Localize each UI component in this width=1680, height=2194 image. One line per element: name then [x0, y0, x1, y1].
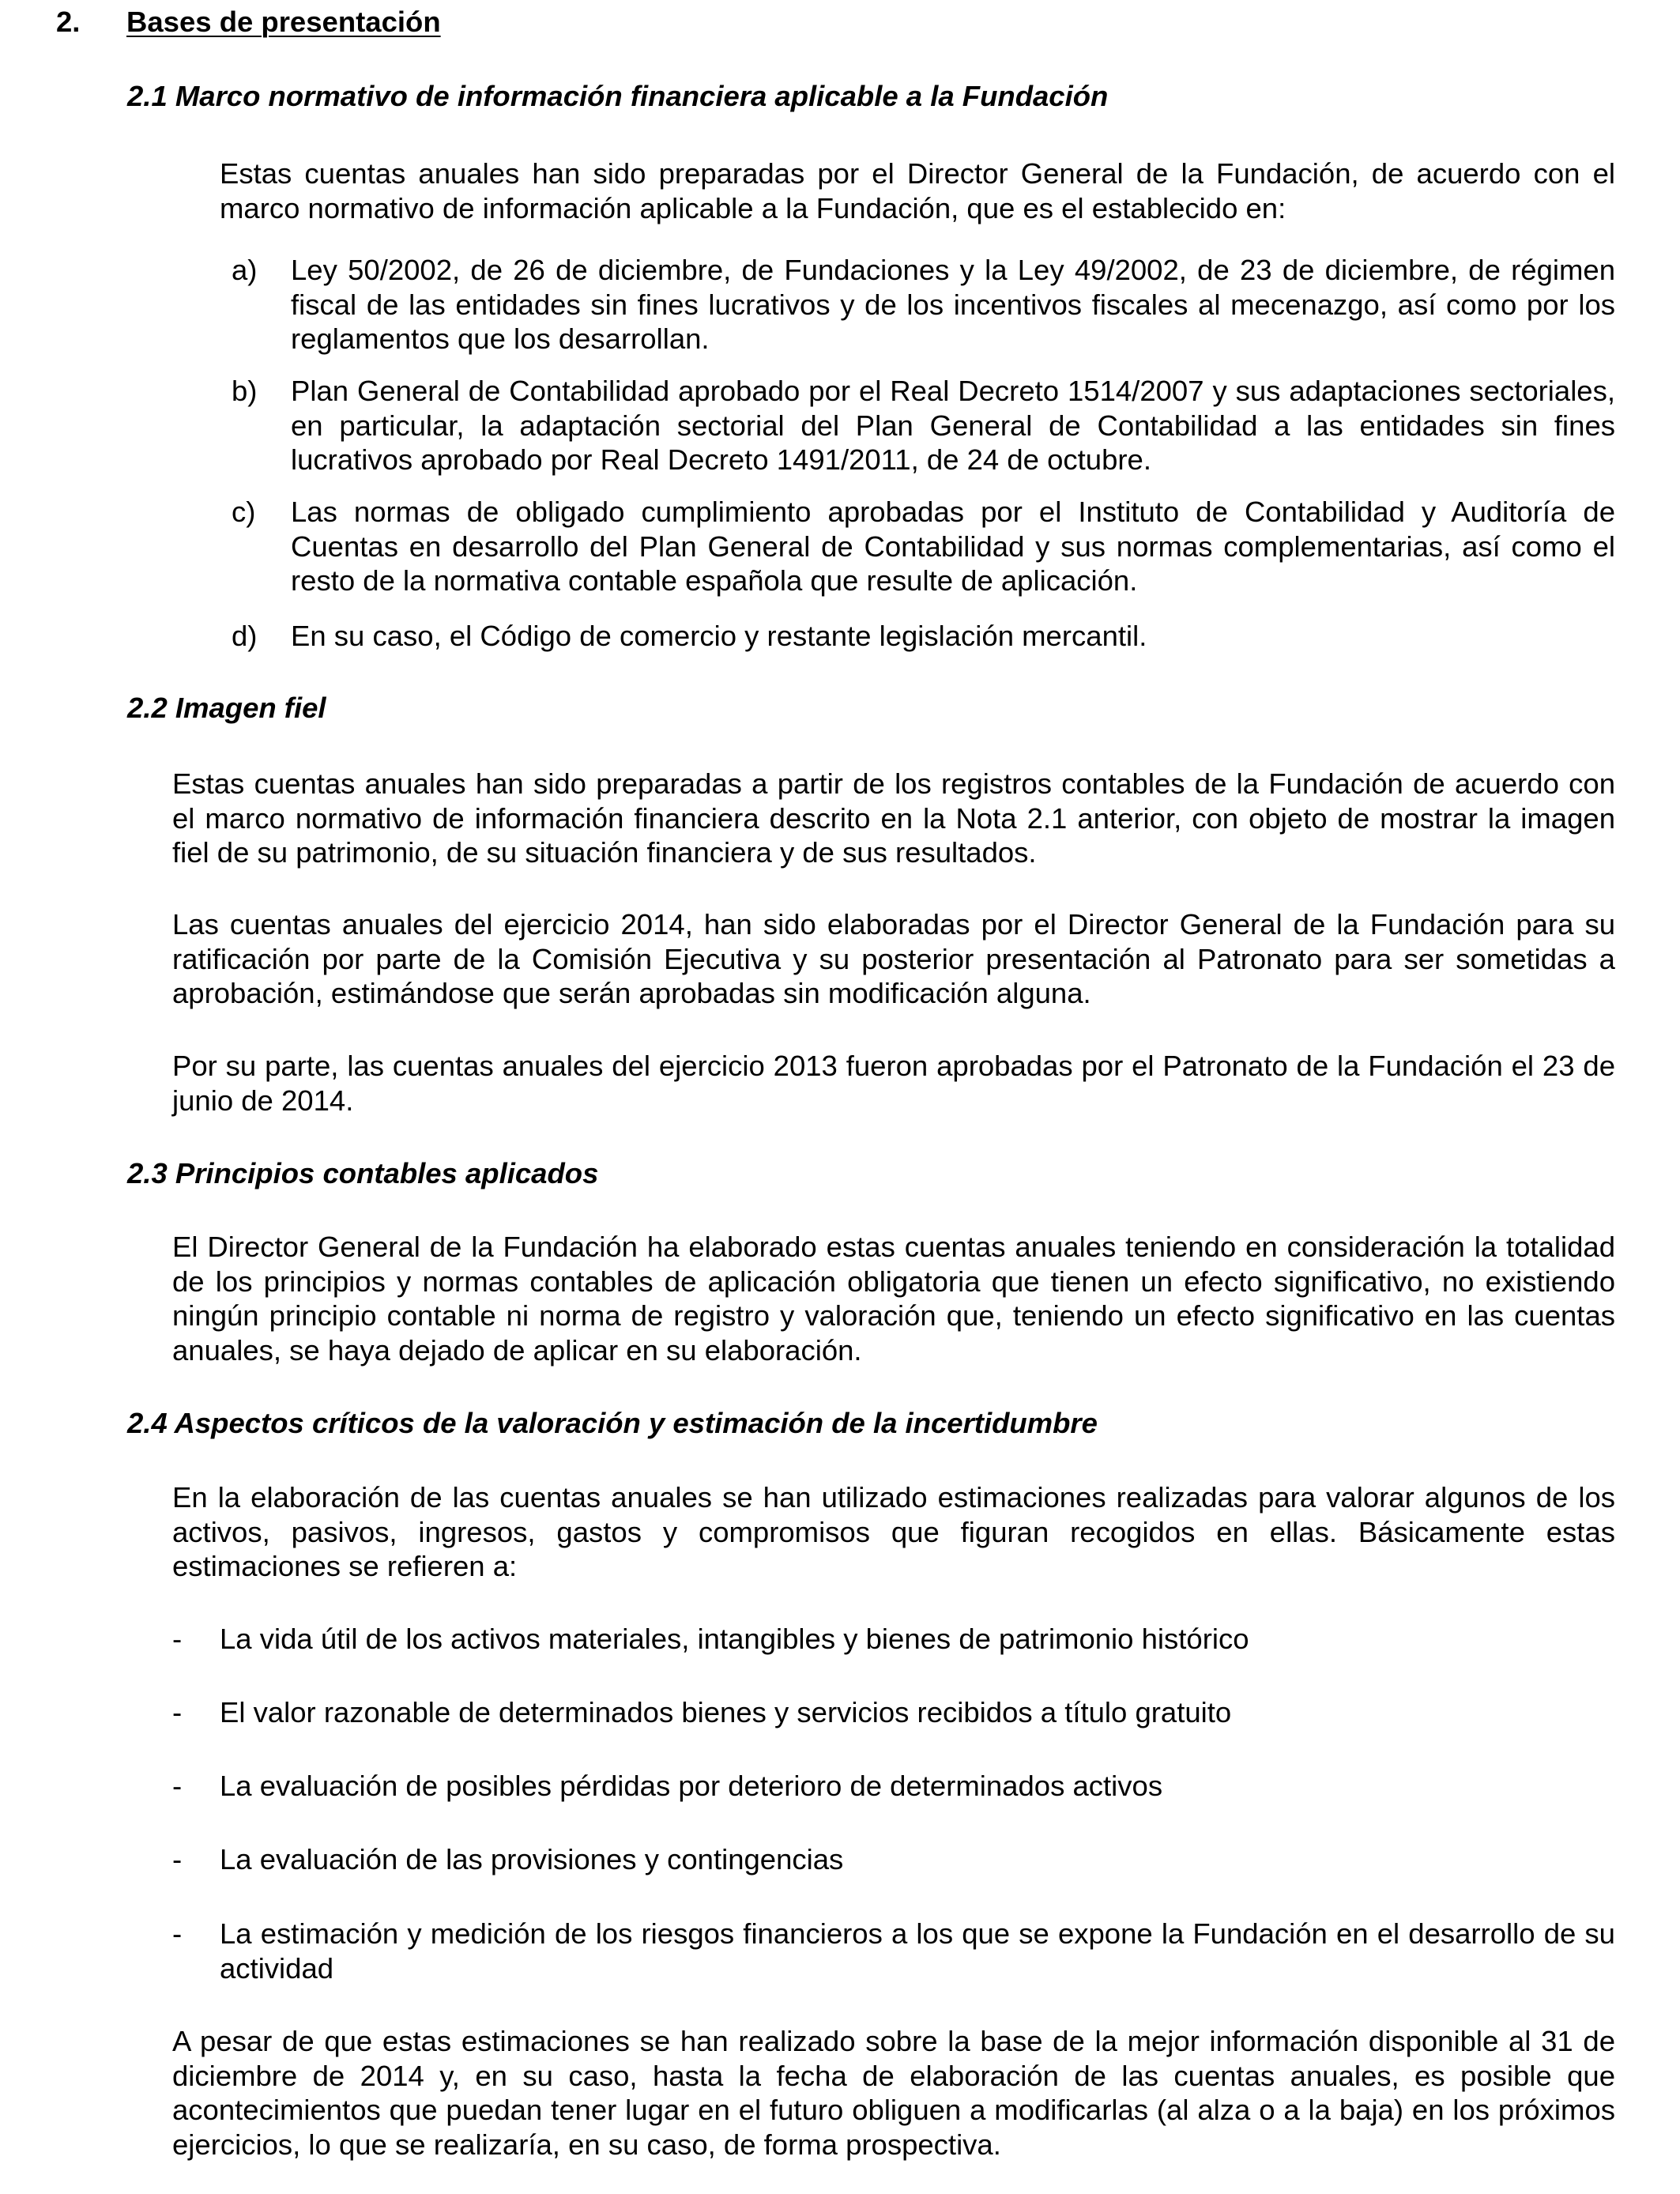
- bullet-text: La vida útil de los activos materiales, intangibles y bienes de patrimonio histórico: [220, 1623, 1249, 1655]
- bullet-text: La estimación y medición de los riesgos financieros a los que se expone la Fundación en el desarrollo de su actividad: [220, 1917, 1615, 1985]
- heading-2-2: 2.2 Imagen fiel: [127, 692, 326, 724]
- s24-intro-paragraph: En la elaboración de las cuentas anuales se han utilizado estimaciones realizadas para valorar algunos de los activos, pasivos, ingresos, gastos y compromisos que figuran recogidos en ellas. Básicamente estas estimaciones se refieren a:: [172, 1481, 1615, 1582]
- bullet-marker: -: [172, 1917, 183, 1950]
- section-title-text: Bases de presentación: [126, 6, 441, 38]
- section-title: [56, 5, 441, 40]
- list-marker: a): [232, 254, 258, 286]
- bullet-marker: -: [172, 1623, 183, 1655]
- list-marker: b): [232, 375, 258, 407]
- list-marker: d): [232, 620, 258, 652]
- section-number: 2.: [56, 6, 81, 38]
- list-item-text: Ley 50/2002, de 26 de diciembre, de Fundaciones y la Ley 49/2002, de 23 de diciembre, de régimen fiscal de las entidades sin fines lucrativos y de los incentivos fiscales al mecenazgo, así como por los reglamentos que los desarrollan.: [291, 254, 1615, 355]
- s22-paragraph-1: Estas cuentas anuales han sido preparadas a partir de los registros contables de la Fundación de acuerdo con el marco normativo de información financiera descrito en la Nota 2.1 anterior, con objeto de mostrar la imagen fiel de su patrimonio, de su situación financiera y de sus resultados.: [172, 767, 1615, 869]
- s21-intro-paragraph: Estas cuentas anuales han sido preparadas por el Director General de la Fundación, de acuerdo con el marco normativo de información aplicable a la Fundación, que es el establecido en:: [220, 157, 1615, 224]
- heading-2-3: 2.3 Principios contables aplicados: [127, 1157, 599, 1189]
- bullet-marker: -: [172, 1696, 183, 1728]
- list-item-text: Las normas de obligado cumplimiento aprobadas por el Instituto de Contabilidad y Auditoría de Cuentas en desarrollo del Plan General de Contabilidad y sus normas complementarias, así como el resto de la normativa contable española que resulte de aplicación.: [291, 496, 1615, 597]
- list-item-text: En su caso, el Código de comercio y restante legislación mercantil.: [291, 620, 1147, 652]
- s23-paragraph: El Director General de la Fundación ha elaborado estas cuentas anuales teniendo en consideración la totalidad de los principios y normas contables de aplicación obligatoria que tienen un efecto significativo, no existiendo ningún principio contable ni norma de registro y valoración que, teniendo un efecto significativo en las cuentas anuales, se haya dejado de aplicar en su elaboración.: [172, 1231, 1615, 1367]
- bullet-marker: -: [172, 1770, 183, 1802]
- bullet-marker: -: [172, 1843, 183, 1875]
- bullet-text: El valor razonable de determinados bienes y servicios recibidos a título gratuito: [220, 1696, 1232, 1728]
- list-marker: c): [232, 496, 256, 528]
- bullet-text: La evaluación de las provisiones y contingencias: [220, 1843, 844, 1875]
- heading-2-1: 2.1 Marco normativo de información financiera aplicable a la Fundación: [127, 80, 1109, 112]
- heading-2-4: 2.4 Aspectos críticos de la valoración y estimación de la incertidumbre: [127, 1407, 1098, 1439]
- bullet-text: La evaluación de posibles pérdidas por deterioro de determinados activos: [220, 1770, 1163, 1802]
- s22-paragraph-2: Las cuentas anuales del ejercicio 2014, han sido elaboradas por el Director General de la Fundación para su ratificación por parte de la Comisión Ejecutiva y su posterior presentación al Patronato para ser sometidas a aprobación, estimándose que serán aprobadas sin modificación alguna.: [172, 908, 1615, 1009]
- s24-closing-paragraph: A pesar de que estas estimaciones se han realizado sobre la base de la mejor información disponible al 31 de diciembre de 2014 y, en su caso, hasta la fecha de elaboración de las cuentas anuales, es posible que acontecimientos que puedan tener lugar en el futuro obliguen a modificarlas (al alza o a la baja) en los próximos ejercicios, lo que se realizaría, en su caso, de forma prospectiva.: [172, 2025, 1615, 2161]
- list-item-text: Plan General de Contabilidad aprobado por el Real Decreto 1514/2007 y sus adaptaciones sectoriales, en particular, la adaptación sectorial del Plan General de Contabilidad a las entidades sin fines lucrativos aprobado por Real Decreto 1491/2011, de 24 de octubre.: [291, 375, 1615, 476]
- s22-paragraph-3: Por su parte, las cuentas anuales del ejercicio 2013 fueron aprobadas por el Patronato de la Fundación el 23 de junio de 2014.: [172, 1050, 1615, 1117]
